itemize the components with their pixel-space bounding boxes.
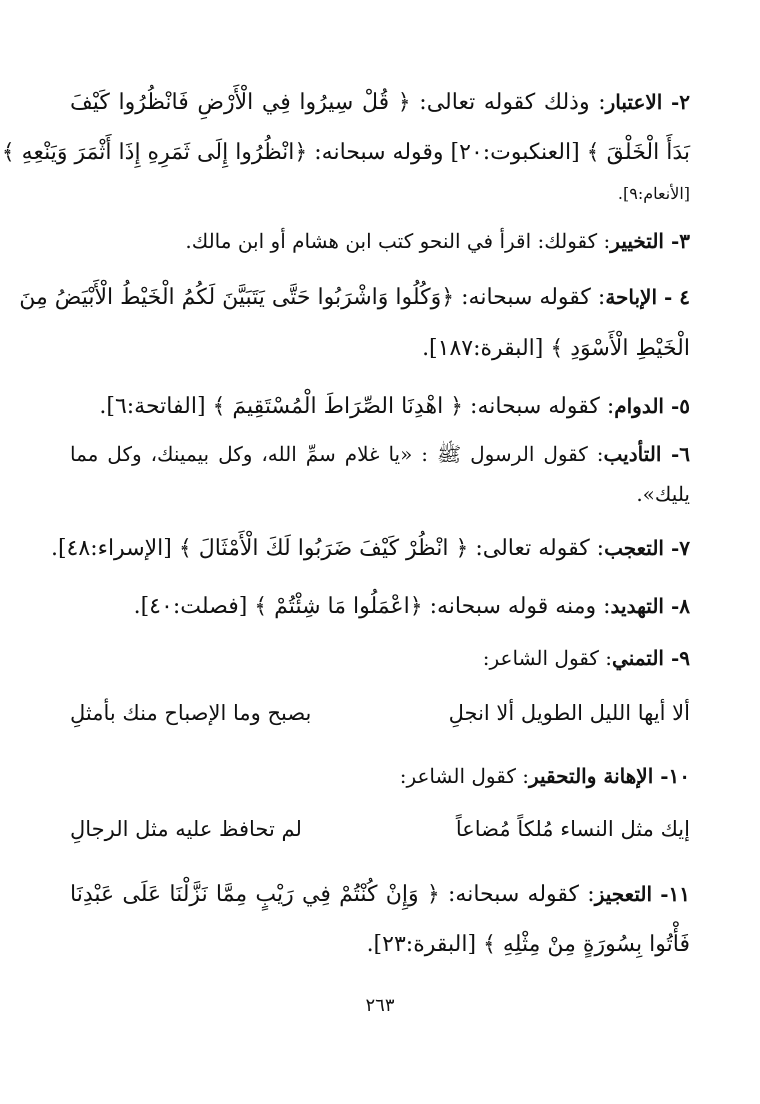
item-6-text-2: يليك». [636, 482, 690, 506]
item-6-line-1 [70, 440, 690, 468]
item-9-text: : كقول الشاعر: [482, 646, 613, 670]
item-2-text-2: بَدَأَ الْخَلْقَ ﴾ [العنكبوت:٢٠] وقوله سبحانه: ﴿انْظُرُوا إِلَى ثَمَرِهِ إِذَا أَثْمَرَ وَيَنْعِهِ ﴾ [1, 140, 690, 165]
item-2-reference: [الأنعام:٩]. [617, 184, 690, 203]
item-2-term: ٢- الاعتبار [605, 90, 690, 114]
page-number: ٢٦٣ [365, 995, 395, 1016]
item-2-line-2 [1, 138, 690, 167]
item-9-hemistich-1: ألا أيها الليل الطويل ألا انجلِ [448, 701, 690, 725]
item-8-text: : ومنه قوله سبحانه: ﴿اعْمَلُوا مَا شِئْتُمْ ﴾ [فصلت:٤٠]. [133, 594, 611, 619]
item-7-term: ٧- التعجب [604, 536, 690, 560]
item-2-line-3 [70, 178, 690, 208]
item-5-line-1 [70, 392, 690, 421]
item-4-line-1 [19, 283, 690, 312]
item-5-text: : كقوله سبحانه: ﴿ اهْدِنَا الصِّرَاطَ الْمُسْتَقِيمَ ﴾ [الفاتحة:٦]. [99, 394, 615, 419]
item-5-term: ٥- الدوام [614, 394, 690, 418]
item-9-term: ٩- التمني [612, 646, 690, 670]
item-6-text: : كقول الرسول ﷺ : «يا غلام سمِّ الله، وكل بيمينك، وكل مما [70, 442, 604, 466]
item-10-text: : كقول الشاعر: [399, 764, 529, 788]
item-4-line-2 [70, 334, 690, 363]
item-9-poem-verse [70, 698, 690, 728]
item-8-line-1 [70, 592, 690, 621]
item-3-term: ٣- التخيير [610, 229, 690, 253]
item-4-text: : كقوله سبحانه: ﴿وَكُلُوا وَاشْرَبُوا حَتَّى يَتَبَيَّنَ لَكُمُ الْخَيْطُ الْأَبْيَضُ مِنَ [19, 285, 606, 310]
item-4-text-2: الْخَيْطِ الْأَسْوَدِ ﴾ [البقرة:١٨٧]. [422, 336, 690, 361]
item-10-line-1 [70, 762, 690, 790]
item-11-text-2: فَأْتُوا بِسُورَةٍ مِنْ مِثْلِهِ ﴾ [البقرة:٢٣]. [366, 932, 690, 957]
item-7-line-1 [50, 534, 690, 563]
item-11-term: ١١- التعجيز [594, 882, 691, 906]
item-10-hemistich-2: لم تحافظ عليه مثل الرجالِ [70, 817, 302, 841]
item-8-term: ٨- التهديد [610, 594, 690, 618]
item-3-line-1 [70, 227, 690, 255]
item-10-poem-verse [70, 814, 690, 844]
item-4-term: ٤ - الإباحة [605, 285, 690, 309]
item-7-text: : كقوله تعالى: ﴿ انْظُرْ كَيْفَ ضَرَبُوا لَكَ الْأَمْثَالَ ﴾ [الإسراء:٤٨]. [50, 536, 605, 561]
item-9-line-1 [70, 644, 690, 672]
item-10-hemistich-1: إيك مثل النساء مُلكاً مُضاعاً [455, 817, 690, 841]
item-2-text: : وذلك كقوله تعالى: ﴿ قُلْ سِيرُوا فِي الْأَرْضِ فَانْظُرُوا كَيْفَ [70, 90, 606, 115]
item-2-line-1 [70, 88, 690, 117]
item-6-line-2 [70, 480, 690, 508]
item-11-line-2 [70, 930, 690, 959]
item-6-term: ٦- التأديب [603, 442, 690, 466]
item-3-text: : كقولك: اقرأ في النحو كتب ابن هشام أو ابن مالك. [185, 229, 611, 253]
item-11-line-1 [70, 880, 690, 909]
item-11-text: : كقوله سبحانه: ﴿ وَإِنْ كُنْتُمْ فِي رَيْبٍ مِمَّا نَزَّلْنَا عَلَى عَبْدِنَا [70, 882, 595, 907]
item-9-hemistich-2: بصبح وما الإصباح منك بأمثلِ [70, 701, 312, 725]
item-10-term: ١٠- الإهانة والتحقير [528, 764, 690, 788]
